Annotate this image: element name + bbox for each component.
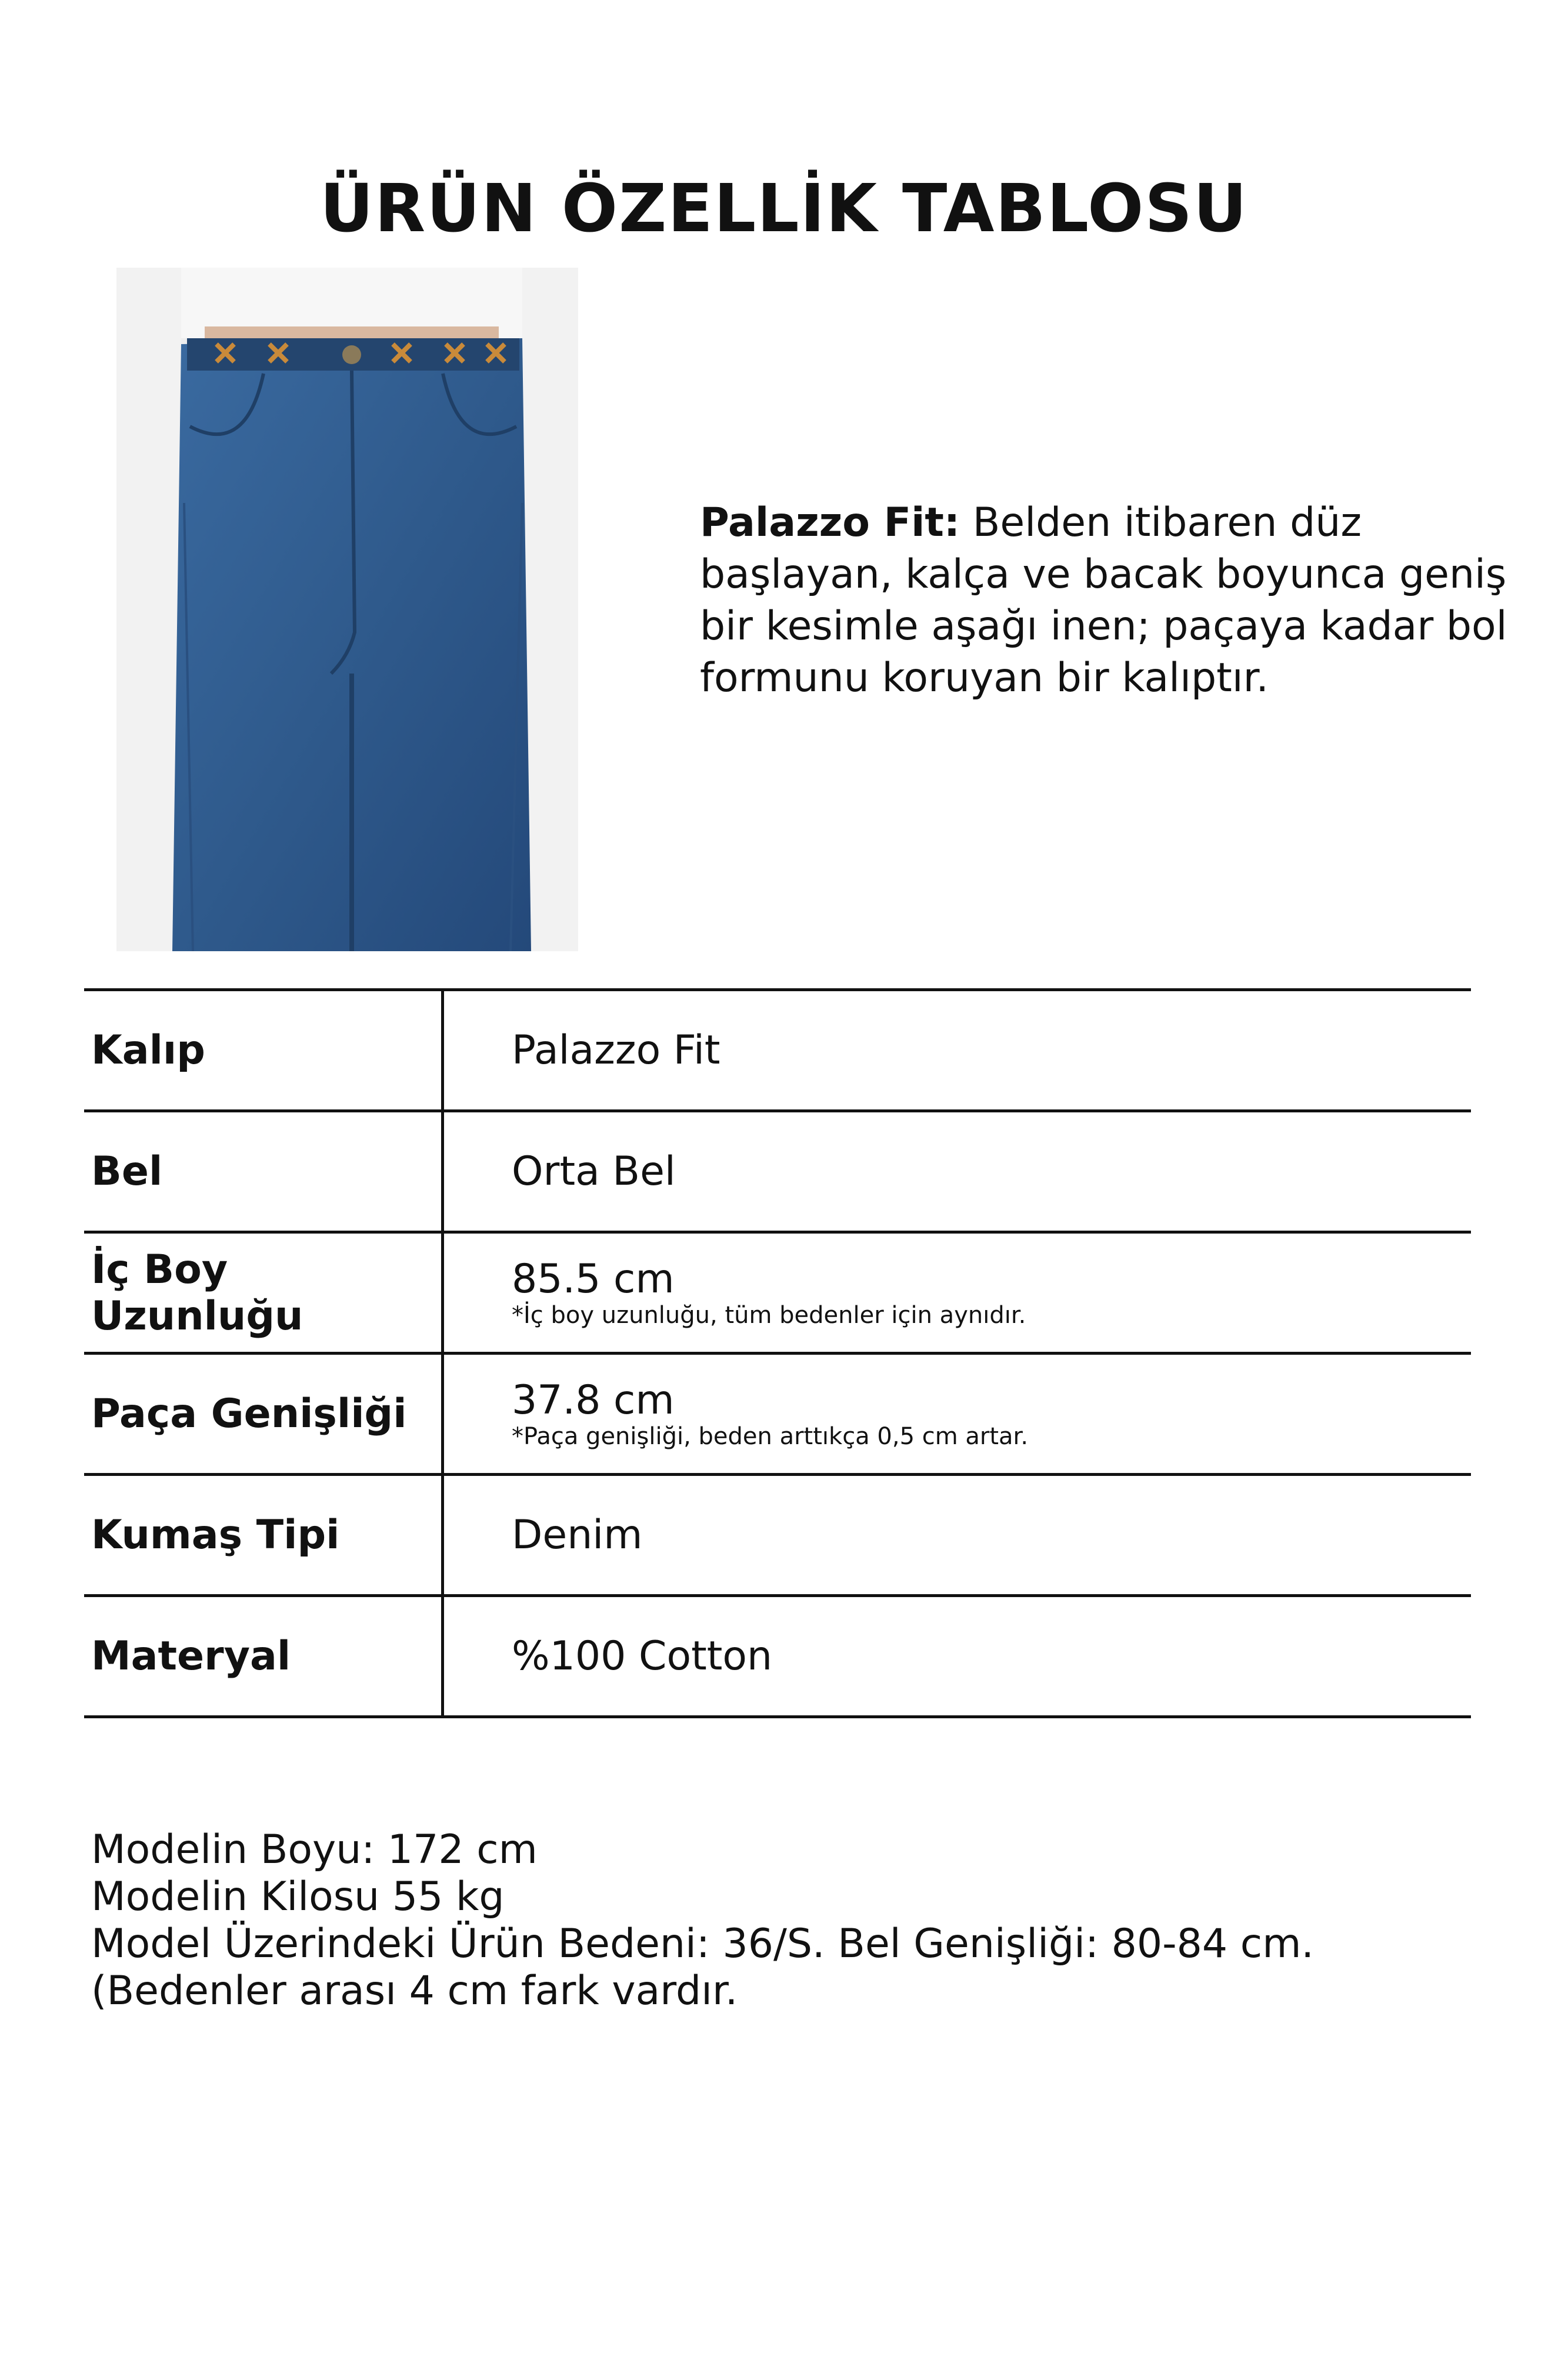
product-photo xyxy=(116,268,578,951)
model-weight: Modelin Kilosu 55 kg xyxy=(91,1874,505,1920)
page-title: ÜRÜN ÖZELLİK TABLOSU xyxy=(320,171,1248,247)
table-row xyxy=(84,990,1471,1111)
spec-value xyxy=(443,1232,1472,1354)
spec-note: *Paça genişliği, beden arttıkça 0,5 cm artar. xyxy=(512,1422,1029,1450)
spec-value-main: 85.5 cm xyxy=(512,1255,675,1302)
table-row xyxy=(84,1232,1471,1354)
model-info xyxy=(91,1827,1503,2015)
fit-text: Belden itibaren düz başlayan, kalça ve bacak boyunca geniş bir kesimle aşağı inen; paçaya kadar bol formunu koruyan bir kalıptır. xyxy=(700,499,1507,701)
spec-note: *İç boy uzunluğu, tüm bedenler için aynıdır. xyxy=(512,1301,1026,1329)
spec-label: İç Boy Uzunluğu xyxy=(84,1232,443,1354)
spec-value: Palazzo Fit xyxy=(443,990,1472,1111)
spec-table xyxy=(84,988,1471,1718)
table-row xyxy=(84,1111,1471,1232)
spec-label: Kalıp xyxy=(84,990,443,1111)
spec-label: Bel xyxy=(84,1111,443,1232)
fit-term: Palazzo Fit: xyxy=(700,499,960,546)
spec-value xyxy=(443,1354,1472,1475)
spec-value-main: 37.8 cm xyxy=(512,1377,675,1424)
table-row xyxy=(84,1596,1471,1717)
spec-value: Orta Bel xyxy=(443,1111,1472,1232)
spec-label: Paça Genişliği xyxy=(84,1354,443,1475)
table-row xyxy=(84,1475,1471,1596)
model-height: Modelin Boyu: 172 cm xyxy=(91,1827,538,1873)
fit-description xyxy=(700,497,1535,704)
spec-value: Denim xyxy=(443,1475,1472,1596)
table-row xyxy=(84,1354,1471,1475)
spec-value: %100 Cotton xyxy=(443,1596,1472,1717)
spec-label: Kumaş Tipi xyxy=(84,1475,443,1596)
model-size: Model Üzerindeki Ürün Bedeni: 36/S. Bel Genişliği: 80-84 cm. (Bedenler arası 4 cm fark vardır. xyxy=(91,1921,1315,2014)
spec-label: Materyal xyxy=(84,1596,443,1717)
